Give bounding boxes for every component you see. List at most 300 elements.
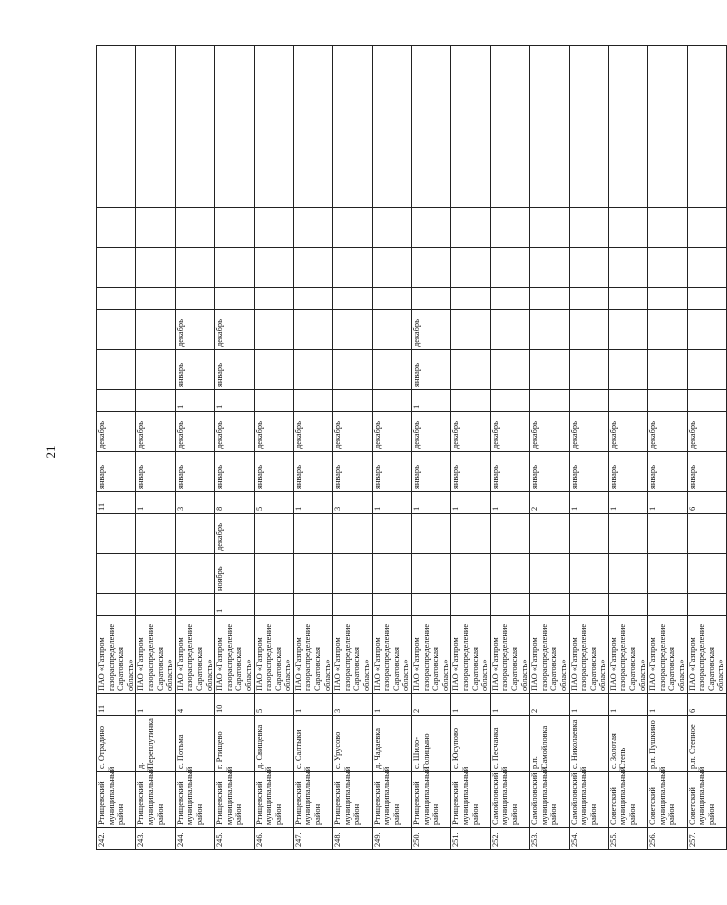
- empty-cell: [412, 46, 451, 208]
- district-cell: Ртищевский муниципальный район: [215, 772, 254, 828]
- end-month-4-cell: [687, 208, 726, 248]
- organization-cell: ПАО «Газпром газораспределение Саратовская область»: [215, 616, 254, 694]
- count-1-cell: [293, 594, 332, 616]
- district-cell: Ртищевский муниципальный район: [97, 772, 136, 828]
- start-month-2-cell: январь: [254, 452, 293, 492]
- count-2-cell: 5: [254, 492, 293, 514]
- locality-cell: р.п. Пушкино: [648, 716, 687, 772]
- locality-cell: с. Золотая Степь: [608, 716, 647, 772]
- empty-cell: [254, 46, 293, 208]
- start-month-1-cell: [136, 554, 175, 594]
- start-month-2-cell: январь: [569, 452, 608, 492]
- end-month-3-cell: [97, 310, 136, 350]
- start-month-2-cell: январь: [215, 452, 254, 492]
- end-month-2-cell: декабрь: [293, 412, 332, 452]
- gasification-schedule-table: [96, 45, 727, 850]
- page-number: 21: [43, 445, 58, 459]
- table-row: [333, 46, 372, 850]
- district-cell: Советский муниципальный район: [608, 772, 647, 828]
- total-count-cell: 1: [648, 694, 687, 716]
- start-month-1-cell: ноябрь: [215, 554, 254, 594]
- row-number-cell: 244.: [175, 828, 214, 850]
- end-month-4-cell: [136, 208, 175, 248]
- table-row: [372, 46, 411, 850]
- start-month-2-cell: январь: [530, 452, 569, 492]
- end-month-2-cell: декабрь: [569, 412, 608, 452]
- start-month-2-cell: январь: [451, 452, 490, 492]
- end-month-3-cell: [569, 310, 608, 350]
- count-4-cell: [569, 288, 608, 310]
- count-2-cell: 3: [175, 492, 214, 514]
- start-month-4-cell: [175, 248, 214, 288]
- table-row: [687, 46, 726, 850]
- district-cell: Ртищевский муниципальный район: [175, 772, 214, 828]
- start-month-2-cell: январь: [293, 452, 332, 492]
- count-2-cell: 2: [530, 492, 569, 514]
- row-number-cell: 253.: [530, 828, 569, 850]
- organization-cell: ПАО «Газпром газораспределение Саратовская область»: [687, 616, 726, 694]
- count-1-cell: [254, 594, 293, 616]
- start-month-1-cell: [648, 554, 687, 594]
- row-number-cell: 250.: [412, 828, 451, 850]
- row-number-cell: 256.: [648, 828, 687, 850]
- start-month-2-cell: январь: [175, 452, 214, 492]
- organization-cell: ПАО «Газпром газораспределение Саратовская область»: [569, 616, 608, 694]
- start-month-4-cell: [293, 248, 332, 288]
- empty-cell: [215, 46, 254, 208]
- table-row: [136, 46, 175, 850]
- district-cell: Ртищевский муниципальный район: [293, 772, 332, 828]
- total-count-cell: 1: [490, 694, 529, 716]
- count-3-cell: [136, 390, 175, 412]
- empty-cell: [608, 46, 647, 208]
- organization-cell: ПАО «Газпром газораспределение Саратовская область»: [412, 616, 451, 694]
- count-2-cell: 8: [215, 492, 254, 514]
- district-cell: Самойловский муниципальный район: [490, 772, 529, 828]
- locality-cell: с. Салтыки: [293, 716, 332, 772]
- start-month-3-cell: [648, 350, 687, 390]
- count-3-cell: [97, 390, 136, 412]
- start-month-3-cell: [372, 350, 411, 390]
- empty-cell: [293, 46, 332, 208]
- end-month-4-cell: [333, 208, 372, 248]
- end-month-4-cell: [451, 208, 490, 248]
- end-month-4-cell: [293, 208, 332, 248]
- start-month-3-cell: [293, 350, 332, 390]
- table-row: [648, 46, 687, 850]
- end-month-3-cell: [608, 310, 647, 350]
- locality-cell: д. Чадаевка: [372, 716, 411, 772]
- end-month-2-cell: декабрь: [175, 412, 214, 452]
- start-month-3-cell: [97, 350, 136, 390]
- start-month-3-cell: январь: [175, 350, 214, 390]
- total-count-cell: 1: [569, 694, 608, 716]
- end-month-2-cell: декабрь: [451, 412, 490, 452]
- start-month-1-cell: [97, 554, 136, 594]
- count-4-cell: [215, 288, 254, 310]
- row-number-cell: 255.: [608, 828, 647, 850]
- total-count-cell: 1: [136, 694, 175, 716]
- count-2-cell: 1: [608, 492, 647, 514]
- row-number-cell: 248.: [333, 828, 372, 850]
- total-count-cell: 10: [215, 694, 254, 716]
- count-4-cell: [293, 288, 332, 310]
- row-number-cell: 246.: [254, 828, 293, 850]
- count-1-cell: [569, 594, 608, 616]
- total-count-cell: 1: [451, 694, 490, 716]
- end-month-2-cell: декабрь: [490, 412, 529, 452]
- end-month-3-cell: [648, 310, 687, 350]
- table-row: [97, 46, 136, 850]
- locality-cell: р.п. Степное: [687, 716, 726, 772]
- end-month-4-cell: [530, 208, 569, 248]
- start-month-4-cell: [687, 248, 726, 288]
- district-cell: Самойловский муниципальный район: [569, 772, 608, 828]
- organization-cell: ПАО «Газпром газораспределение Саратовская область»: [333, 616, 372, 694]
- end-month-2-cell: декабрь: [333, 412, 372, 452]
- count-1-cell: [97, 594, 136, 616]
- district-cell: Самойловский муниципальный район: [530, 772, 569, 828]
- end-month-4-cell: [97, 208, 136, 248]
- start-month-3-cell: [687, 350, 726, 390]
- end-month-1-cell: [687, 514, 726, 554]
- count-2-cell: 11: [97, 492, 136, 514]
- start-month-4-cell: [97, 248, 136, 288]
- end-month-2-cell: декабрь: [215, 412, 254, 452]
- count-2-cell: 1: [648, 492, 687, 514]
- end-month-1-cell: [412, 514, 451, 554]
- table-wrapper: [96, 46, 726, 850]
- end-month-2-cell: декабрь: [530, 412, 569, 452]
- count-1-cell: [530, 594, 569, 616]
- start-month-1-cell: [490, 554, 529, 594]
- count-3-cell: [254, 390, 293, 412]
- start-month-2-cell: январь: [687, 452, 726, 492]
- start-month-4-cell: [530, 248, 569, 288]
- organization-cell: ПАО «Газпром газораспределение Саратовская область»: [530, 616, 569, 694]
- start-month-4-cell: [451, 248, 490, 288]
- empty-cell: [97, 46, 136, 208]
- end-month-4-cell: [412, 208, 451, 248]
- district-cell: Ртищевский муниципальный район: [136, 772, 175, 828]
- end-month-3-cell: [136, 310, 175, 350]
- count-2-cell: 1: [136, 492, 175, 514]
- end-month-2-cell: декабрь: [254, 412, 293, 452]
- empty-cell: [530, 46, 569, 208]
- locality-cell: с. Шило-Голицыно: [412, 716, 451, 772]
- end-month-4-cell: [175, 208, 214, 248]
- empty-cell: [451, 46, 490, 208]
- start-month-2-cell: январь: [412, 452, 451, 492]
- count-3-cell: [608, 390, 647, 412]
- start-month-3-cell: [254, 350, 293, 390]
- end-month-2-cell: декабрь: [412, 412, 451, 452]
- count-4-cell: [412, 288, 451, 310]
- total-count-cell: 1: [608, 694, 647, 716]
- start-month-4-cell: [608, 248, 647, 288]
- count-3-cell: [687, 390, 726, 412]
- end-month-4-cell: [490, 208, 529, 248]
- total-count-cell: 2: [530, 694, 569, 716]
- count-2-cell: 1: [293, 492, 332, 514]
- locality-cell: с. Юсупово: [451, 716, 490, 772]
- total-count-cell: 4: [175, 694, 214, 716]
- start-month-3-cell: [490, 350, 529, 390]
- end-month-3-cell: [254, 310, 293, 350]
- count-1-cell: [136, 594, 175, 616]
- count-1-cell: [333, 594, 372, 616]
- start-month-1-cell: [569, 554, 608, 594]
- table-row: [412, 46, 451, 850]
- start-month-3-cell: [333, 350, 372, 390]
- count-1-cell: [687, 594, 726, 616]
- district-cell: Ртищевский муниципальный район: [254, 772, 293, 828]
- end-month-3-cell: [293, 310, 332, 350]
- start-month-4-cell: [648, 248, 687, 288]
- start-month-4-cell: [490, 248, 529, 288]
- organization-cell: ПАО «Газпром газораспределение Саратовская область»: [490, 616, 529, 694]
- row-number-cell: 252.: [490, 828, 529, 850]
- start-month-1-cell: [608, 554, 647, 594]
- count-3-cell: [569, 390, 608, 412]
- locality-cell: д. Свищевка: [254, 716, 293, 772]
- count-4-cell: [648, 288, 687, 310]
- end-month-1-cell: [451, 514, 490, 554]
- start-month-2-cell: январь: [648, 452, 687, 492]
- empty-cell: [136, 46, 175, 208]
- count-4-cell: [175, 288, 214, 310]
- organization-cell: ПАО «Газпром газораспределение Саратовская область»: [648, 616, 687, 694]
- start-month-1-cell: [687, 554, 726, 594]
- row-number-cell: 242.: [97, 828, 136, 850]
- end-month-1-cell: [293, 514, 332, 554]
- row-number-cell: 249.: [372, 828, 411, 850]
- count-4-cell: [254, 288, 293, 310]
- total-count-cell: 1: [372, 694, 411, 716]
- empty-cell: [687, 46, 726, 208]
- end-month-4-cell: [608, 208, 647, 248]
- organization-cell: ПАО «Газпром газораспределение Саратовская область»: [451, 616, 490, 694]
- start-month-1-cell: [175, 554, 214, 594]
- start-month-4-cell: [412, 248, 451, 288]
- empty-cell: [648, 46, 687, 208]
- count-3-cell: 1: [412, 390, 451, 412]
- empty-cell: [175, 46, 214, 208]
- row-number-cell: 245.: [215, 828, 254, 850]
- count-4-cell: [136, 288, 175, 310]
- end-month-1-cell: декабрь: [215, 514, 254, 554]
- total-count-cell: 5: [254, 694, 293, 716]
- start-month-4-cell: [254, 248, 293, 288]
- start-month-3-cell: [608, 350, 647, 390]
- end-month-2-cell: декабрь: [608, 412, 647, 452]
- end-month-4-cell: [648, 208, 687, 248]
- locality-cell: д. Переплутинка: [136, 716, 175, 772]
- start-month-4-cell: [372, 248, 411, 288]
- start-month-2-cell: январь: [608, 452, 647, 492]
- end-month-4-cell: [372, 208, 411, 248]
- table-row: [530, 46, 569, 850]
- end-month-4-cell: [215, 208, 254, 248]
- start-month-3-cell: январь: [215, 350, 254, 390]
- table-row: [293, 46, 332, 850]
- locality-cell: с. Урусово: [333, 716, 372, 772]
- end-month-1-cell: [175, 514, 214, 554]
- locality-cell: с. Песчанка: [490, 716, 529, 772]
- start-month-1-cell: [254, 554, 293, 594]
- start-month-2-cell: январь: [490, 452, 529, 492]
- end-month-1-cell: [333, 514, 372, 554]
- empty-cell: [569, 46, 608, 208]
- count-2-cell: 3: [333, 492, 372, 514]
- count-1-cell: [648, 594, 687, 616]
- total-count-cell: 6: [687, 694, 726, 716]
- total-count-cell: 1: [293, 694, 332, 716]
- end-month-3-cell: [372, 310, 411, 350]
- start-month-2-cell: январь: [136, 452, 175, 492]
- table-row: [254, 46, 293, 850]
- start-month-1-cell: [333, 554, 372, 594]
- organization-cell: ПАО «Газпром газораспределение Саратовская область»: [97, 616, 136, 694]
- end-month-2-cell: декабрь: [97, 412, 136, 452]
- row-number-cell: 254.: [569, 828, 608, 850]
- end-month-1-cell: [490, 514, 529, 554]
- start-month-3-cell: [569, 350, 608, 390]
- end-month-3-cell: декабрь: [412, 310, 451, 350]
- start-month-2-cell: январь: [333, 452, 372, 492]
- count-4-cell: [97, 288, 136, 310]
- end-month-1-cell: [136, 514, 175, 554]
- organization-cell: ПАО «Газпром газораспределение Саратовская область»: [608, 616, 647, 694]
- count-4-cell: [608, 288, 647, 310]
- organization-cell: ПАО «Газпром газораспределение Саратовская область»: [136, 616, 175, 694]
- count-1-cell: [608, 594, 647, 616]
- count-3-cell: [648, 390, 687, 412]
- count-3-cell: [372, 390, 411, 412]
- end-month-4-cell: [569, 208, 608, 248]
- start-month-3-cell: [136, 350, 175, 390]
- row-number-cell: 251.: [451, 828, 490, 850]
- start-month-1-cell: [451, 554, 490, 594]
- count-3-cell: [490, 390, 529, 412]
- start-month-3-cell: [451, 350, 490, 390]
- end-month-1-cell: [254, 514, 293, 554]
- table-row: [569, 46, 608, 850]
- count-2-cell: 1: [569, 492, 608, 514]
- start-month-4-cell: [569, 248, 608, 288]
- table-row: [608, 46, 647, 850]
- start-month-2-cell: январь: [97, 452, 136, 492]
- count-4-cell: [687, 288, 726, 310]
- count-4-cell: [451, 288, 490, 310]
- count-3-cell: [293, 390, 332, 412]
- organization-cell: ПАО «Газпром газораспределение Саратовская область»: [293, 616, 332, 694]
- end-month-3-cell: [687, 310, 726, 350]
- start-month-1-cell: [372, 554, 411, 594]
- empty-cell: [372, 46, 411, 208]
- empty-cell: [490, 46, 529, 208]
- district-cell: Советский муниципальный район: [648, 772, 687, 828]
- count-4-cell: [333, 288, 372, 310]
- table-row: [490, 46, 529, 850]
- count-3-cell: [333, 390, 372, 412]
- end-month-3-cell: [451, 310, 490, 350]
- start-month-2-cell: январь: [372, 452, 411, 492]
- district-cell: Ртищевский муниципальный район: [412, 772, 451, 828]
- start-month-3-cell: январь: [412, 350, 451, 390]
- total-count-cell: 3: [333, 694, 372, 716]
- count-2-cell: 1: [372, 492, 411, 514]
- end-month-3-cell: [490, 310, 529, 350]
- district-cell: Ртищевский муниципальный район: [372, 772, 411, 828]
- count-1-cell: [372, 594, 411, 616]
- end-month-2-cell: декабрь: [687, 412, 726, 452]
- end-month-1-cell: [569, 514, 608, 554]
- end-month-1-cell: [530, 514, 569, 554]
- count-3-cell: [451, 390, 490, 412]
- start-month-3-cell: [530, 350, 569, 390]
- count-4-cell: [372, 288, 411, 310]
- total-count-cell: 11: [97, 694, 136, 716]
- end-month-1-cell: [608, 514, 647, 554]
- count-3-cell: 1: [175, 390, 214, 412]
- start-month-4-cell: [215, 248, 254, 288]
- start-month-1-cell: [530, 554, 569, 594]
- table-row: [215, 46, 254, 850]
- count-4-cell: [490, 288, 529, 310]
- locality-cell: г. Ртищево: [215, 716, 254, 772]
- table-row: [451, 46, 490, 850]
- organization-cell: ПАО «Газпром газораспределение Саратовская область»: [175, 616, 214, 694]
- locality-cell: с. Николаевка: [569, 716, 608, 772]
- organization-cell: ПАО «Газпром газораспределение Саратовская область»: [254, 616, 293, 694]
- end-month-3-cell: декабрь: [215, 310, 254, 350]
- start-month-4-cell: [333, 248, 372, 288]
- table-row: [175, 46, 214, 850]
- district-cell: Ртищевский муниципальный район: [333, 772, 372, 828]
- locality-cell: с. Отрадино: [97, 716, 136, 772]
- count-1-cell: [175, 594, 214, 616]
- row-number-cell: 243.: [136, 828, 175, 850]
- start-month-1-cell: [412, 554, 451, 594]
- end-month-2-cell: декабрь: [136, 412, 175, 452]
- count-2-cell: 1: [490, 492, 529, 514]
- count-1-cell: [412, 594, 451, 616]
- start-month-4-cell: [136, 248, 175, 288]
- count-1-cell: [451, 594, 490, 616]
- count-2-cell: 6: [687, 492, 726, 514]
- count-1-cell: 1: [215, 594, 254, 616]
- district-cell: Советский муниципальный район: [687, 772, 726, 828]
- row-number-cell: 247.: [293, 828, 332, 850]
- count-3-cell: [530, 390, 569, 412]
- end-month-1-cell: [648, 514, 687, 554]
- end-month-2-cell: декабрь: [372, 412, 411, 452]
- count-2-cell: 1: [412, 492, 451, 514]
- end-month-4-cell: [254, 208, 293, 248]
- end-month-3-cell: [530, 310, 569, 350]
- organization-cell: ПАО «Газпром газораспределение Саратовская область»: [372, 616, 411, 694]
- total-count-cell: 2: [412, 694, 451, 716]
- end-month-3-cell: декабрь: [175, 310, 214, 350]
- rotated-table-container: [96, 46, 726, 850]
- end-month-1-cell: [97, 514, 136, 554]
- count-2-cell: 1: [451, 492, 490, 514]
- locality-cell: с. Потьма: [175, 716, 214, 772]
- end-month-2-cell: декабрь: [648, 412, 687, 452]
- count-1-cell: [490, 594, 529, 616]
- count-3-cell: 1: [215, 390, 254, 412]
